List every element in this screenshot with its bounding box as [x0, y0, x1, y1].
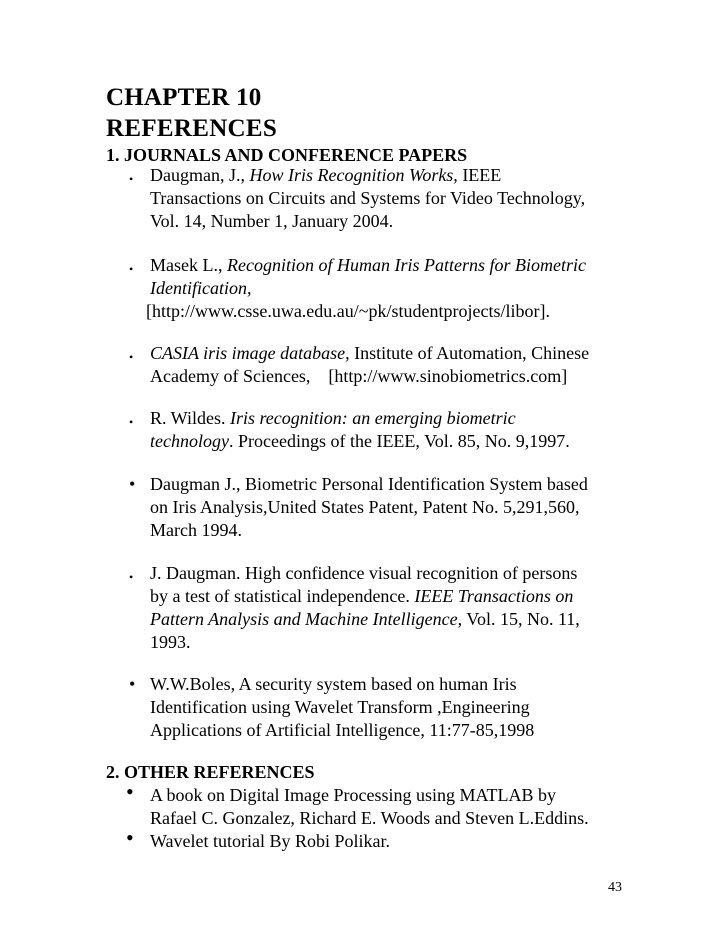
reference-item: [150, 473, 630, 542]
bullet: •: [129, 350, 134, 364]
reference-line: Pattern Analysis and Machine Intelligence, Vol. 15, No. 11,: [150, 609, 580, 629]
reference-line: Daugman, J., How Iris Recognition Works, IEEE: [150, 165, 502, 185]
reference-line: Transactions on Circuits and Systems for Video Technology,: [150, 188, 586, 208]
reference-line: March 1994.: [150, 520, 242, 540]
reference-line: J. Daugman. High confidence visual recognition of persons: [150, 563, 578, 583]
reference-url: [http://www.csse.uwa.edu.au/~pk/studentprojects/libor].: [146, 301, 550, 321]
reference-line: 1993.: [150, 632, 191, 652]
bullet: •: [129, 674, 136, 694]
reference-line: CASIA iris image database, Institute of Automation, Chinese: [150, 343, 590, 363]
reference-line: Masek L., Recognition of Human Iris Patterns for Biometric: [150, 255, 586, 275]
reference-line: Identification,: [150, 278, 252, 298]
section-heading-journals: 1. JOURNALS AND CONFERENCE PAPERS: [106, 145, 468, 165]
reference-line: Academy of Sciences, [http://www.sinobiometrics.com]: [150, 366, 568, 386]
reference-item: [150, 562, 630, 654]
reference-item: [146, 254, 630, 323]
bullet: •: [129, 570, 134, 584]
page-heading: REFERENCES: [106, 115, 278, 142]
reference-item: [150, 342, 630, 388]
page-number: 43: [608, 880, 622, 895]
bullet: •: [126, 825, 134, 850]
reference-line: Identification using Wavelet Transform ,Engineering: [150, 697, 530, 717]
reference-item: [150, 164, 630, 233]
reference-line: Wavelet tutorial By Robi Polikar.: [150, 831, 391, 851]
bullet: •: [129, 172, 134, 186]
reference-line: W.W.Boles, A security system based on human Iris: [150, 674, 517, 694]
bullet: •: [129, 262, 134, 276]
reference-item: [150, 407, 630, 453]
reference-line: Vol. 14, Number 1, January 2004.: [150, 211, 394, 231]
reference-item: [150, 830, 630, 853]
reference-line: technology. Proceedings of the IEEE, Vol. 85, No. 9,1997.: [150, 431, 570, 451]
reference-line: on Iris Analysis,United States Patent, Patent No. 5,291,560,: [150, 497, 580, 517]
reference-item: [150, 673, 630, 742]
reference-line: Rafael C. Gonzalez, Richard E. Woods and Steven L.Eddins.: [150, 808, 589, 828]
bullet: •: [126, 779, 134, 804]
bullet: •: [129, 415, 134, 429]
section-heading-other: 2. OTHER REFERENCES: [106, 762, 315, 782]
reference-line: by a test of statistical independence. IEEE Transactions on: [150, 586, 574, 606]
reference-line: Daugman J., Biometric Personal Identification System based: [150, 474, 588, 494]
reference-line: Applications of Artificial Intelligence, 11:77-85,1998: [150, 720, 535, 740]
reference-line: R. Wildes. Iris recognition: an emerging biometric: [150, 408, 516, 428]
reference-item: [150, 784, 630, 830]
chapter-title: CHAPTER 10: [106, 84, 262, 111]
bullet: •: [129, 474, 136, 494]
reference-line: A book on Digital Image Processing using MATLAB by: [150, 785, 556, 805]
